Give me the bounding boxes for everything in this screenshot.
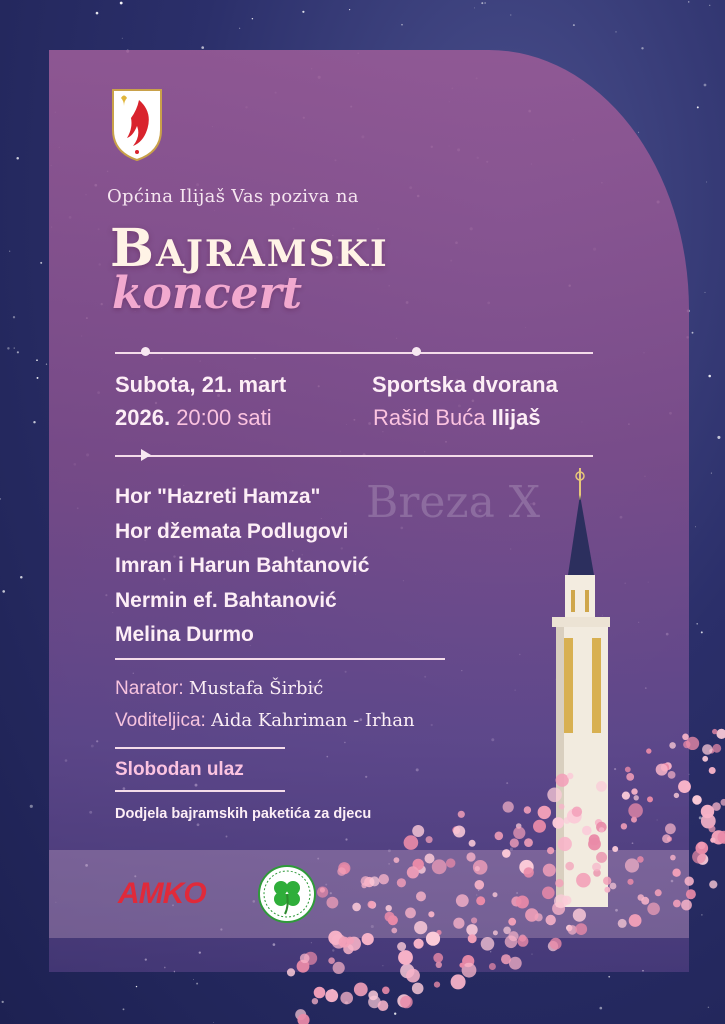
municipality-coat-of-arms-icon <box>109 86 165 162</box>
performer-item: Melina Durmo <box>115 623 254 646</box>
divider-lower <box>115 658 445 660</box>
host-label: Voditeljica: <box>115 710 206 731</box>
invite-line: Općina Ilijaš Vas poziva na <box>107 186 359 207</box>
divider-free-top <box>115 747 285 749</box>
divider-dot <box>141 347 150 356</box>
event-time: 20:00 sati <box>176 405 272 430</box>
narrator-line <box>115 678 323 700</box>
host-name: Aida Kahriman - Irhan <box>211 710 415 731</box>
narrator-label: Narator: <box>115 678 184 699</box>
free-entry: Slobodan ulaz <box>115 759 244 780</box>
performer-list <box>115 480 369 653</box>
narrator-name: Mustafa Širbić <box>188 678 324 699</box>
event-subtitle: koncert <box>112 268 303 319</box>
sponsor-amko-logo: AMKO <box>118 877 206 910</box>
event-title: Bajramski <box>110 218 389 279</box>
venue-line1: Sportska dvorana <box>372 372 558 397</box>
venue-name: Rašid Buća <box>373 405 486 430</box>
event-year: 2026. <box>115 405 171 430</box>
performer-item: Nermin ef. Bahtanović <box>115 588 337 612</box>
divider-arrow-icon <box>141 449 151 461</box>
performer-item: Imran i Harun Bahtanović <box>115 554 370 577</box>
event-date-line1: Subota, 21. mart <box>115 372 287 397</box>
venue-line2 <box>373 405 541 431</box>
watermark: Breza X <box>366 477 541 528</box>
divider-dot <box>412 347 421 356</box>
performer-item: Hor džemata Podlugovi <box>115 519 349 543</box>
host-line <box>115 710 415 732</box>
event-date-line2 <box>115 405 272 431</box>
divider-middle <box>115 455 593 457</box>
performer-item: Hor "Hazreti Hamza" <box>115 485 321 508</box>
gift-note: Dodjela bajramskih paketića za djecu <box>115 806 372 822</box>
venue-city: Ilijaš <box>491 405 541 430</box>
clover-logo-icon <box>257 864 317 924</box>
divider-top <box>115 352 593 354</box>
divider-free-bottom <box>115 790 285 792</box>
